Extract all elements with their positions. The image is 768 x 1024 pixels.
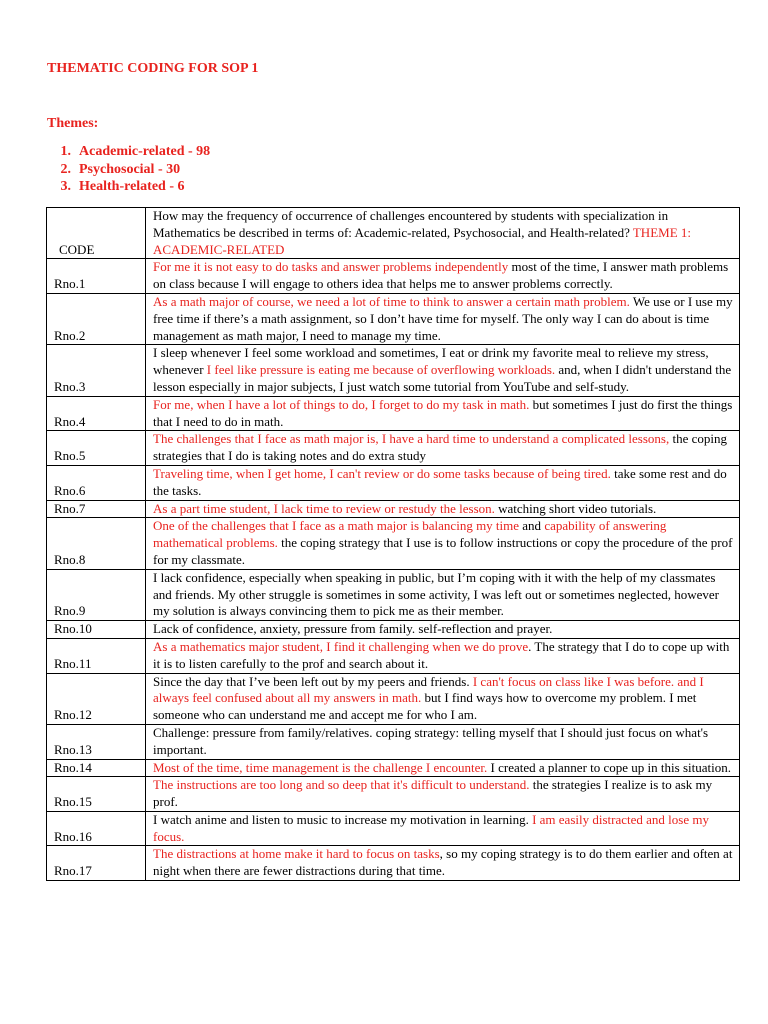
response-segment: the strategies I realize is to ask my prof. [153,777,713,810]
respondent-code: Rno.8 [47,518,146,569]
theme-item [47,161,210,179]
response-segment: . The strategy that I do to cope up with it is to listen carefully to the prof and search about it. [153,638,730,671]
response-text [146,673,740,724]
challenge-highlight: As a part time student, I lack time to review or restudy the lesson. [153,500,495,516]
response-segment: I created a planner to cope up in this situation. [487,759,731,775]
theme-item [47,178,210,196]
table-row [47,518,740,569]
document-title: THEMATIC CODING FOR SOP 1 [47,61,259,76]
table-row [47,569,740,620]
theme-number: 2. [60,161,71,177]
table-row [47,431,740,466]
challenge-highlight: I can't focus on class like I was before. and I always feel confused about all my answers in math. [153,673,704,706]
table-row [47,465,740,500]
table-row [47,638,740,673]
challenge-highlight: One of the challenges that I face as a math major is balancing my time [153,518,520,534]
theme-number: 1. [60,144,71,159]
response-text [146,259,740,294]
response-text [146,345,740,396]
respondent-code: Rno.6 [47,465,146,500]
respondent-code: Rno.12 [47,673,146,724]
respondent-code: Rno.9 [47,569,146,620]
challenge-highlight: As a mathematics major student, I find it challenging when we do prove [153,638,529,654]
response-segment: We use or I use my free time if there’s a math assignment, so I don’t have time for myself. The only way I can do about is time management as math major, I need to manage my time. [153,293,733,343]
respondent-code: Rno.1 [47,259,146,294]
table-row [47,500,740,518]
table-row [47,777,740,812]
response-text [146,811,740,846]
respondent-code: Rno.7 [47,500,146,518]
challenge-highlight: For me it is not easy to do tasks and answer problems independently [153,259,509,275]
table-row [47,259,740,294]
response-text [146,465,740,500]
response-text [146,500,740,518]
response-text [146,638,740,673]
response-segment: but I find ways how to overcome my problem. I met someone who can understand me and accept me for who I am. [153,690,697,723]
challenge-highlight: capability of answering mathematical problems. [153,518,667,551]
theme-heading: THEME 1: ACADEMIC-RELATED [153,224,691,257]
response-segment: Challenge: pressure from family/relatives. coping strategy: telling myself that I should just focus on what's important. [153,724,709,757]
question-header [146,208,740,259]
response-segment: and, when I didn't understand the lesson especially in major subjects, I just watch some tutorial from YouTube and self-study. [153,362,732,394]
response-segment: and [519,518,545,534]
respondent-code: Rno.3 [47,345,146,396]
response-segment: take some rest and do the tasks. [153,465,727,498]
respondent-code: Rno.14 [47,759,146,777]
response-segment: watching short video tutorials. [494,500,657,516]
response-text [146,777,740,812]
challenge-highlight: The instructions are too long and so deep that it's difficult to understand. [153,777,530,793]
response-segment: , so my coping strategy is to do them earlier and often at night when there are fewer distractions during that time. [153,846,733,879]
challenge-highlight: Most of the time, time management is the challenge I encounter. [153,759,488,775]
challenge-highlight: I am easily distracted and lose my focus. [153,811,709,844]
table-row [47,811,740,846]
theme-label: Academic-related - 98 [79,144,211,159]
response-segment: the coping strategies that I do is taking notes and do extra study [153,431,727,464]
challenge-highlight: The challenges that I face as math major is, I have a hard time to understand a complicated lessons, [153,431,670,447]
respondent-code: Rno.5 [47,431,146,466]
response-text [146,518,740,569]
themes-label: Themes: [47,116,99,131]
respondent-code: Rno.4 [47,396,146,431]
response-text [146,621,740,639]
table-row [47,724,740,759]
code-header: CODE [47,208,146,259]
theme-label: Health-related - 6 [79,179,185,194]
table-row [47,846,740,881]
challenge-highlight: The distractions at home make it hard to focus on tasks [153,846,440,862]
theme-number: 3. [60,179,71,194]
table-row [47,293,740,344]
response-text [146,846,740,881]
theme-label: Psychosocial - 30 [79,161,181,177]
response-text [146,569,740,620]
response-segment: the coping strategy that I use is to follow instructions or copy the procedure of the prof for my classmate. [153,535,733,567]
table-header-row [47,208,740,259]
challenge-highlight: For me, when I have a lot of things to do, I forget to do my task in math. [153,396,530,412]
response-text [146,724,740,759]
response-text [146,396,740,431]
respondent-code: Rno.17 [47,846,146,881]
respondent-code: Rno.15 [47,777,146,812]
respondent-code: Rno.13 [47,724,146,759]
table-row [47,673,740,724]
response-text [146,759,740,777]
response-segment: I sleep whenever I feel some workload and sometimes, I eat or drink my favorite meal to relieve my stress, whenever [153,345,709,378]
response-segment: most of the time, I answer math problems on class because I will engage to others idea that helps me to answer problems correctly. [153,259,729,292]
respondent-code: Rno.11 [47,638,146,673]
challenge-highlight: As a math major of course, we need a lot of time to think to answer a certain math problem. [153,293,630,309]
challenge-highlight: I feel like pressure is eating me because of overflowing workloads. [206,362,556,378]
response-text [146,431,740,466]
respondent-code: Rno.2 [47,293,146,344]
response-segment: I watch anime and listen to music to increase my motivation in learning. [153,811,533,827]
response-segment: Since the day that I’ve been left out by my peers and friends. [153,673,473,689]
coding-table [46,207,740,881]
response-segment: Lack of confidence, anxiety, pressure from family. self-reflection and prayer. [153,621,553,637]
response-text [146,293,740,344]
table-row [47,345,740,396]
table-row [47,759,740,777]
table-row [47,396,740,431]
question-text: How may the frequency of occurrence of challenges encountered by students with specialization in Mathematics be described in terms of: Academic-related, Psychosocial, and Health-related? [153,208,669,240]
table-row [47,621,740,639]
response-segment: but sometimes I just do first the things that I need to do in math. [153,396,733,429]
themes-list [47,143,210,196]
response-segment: I lack confidence, especially when speaking in public, but I’m coping with it with the help of my classmates and friends. My other struggle is sometimes in some activity, I was left out or sometimes neglected, however my solution is always convincing them to pick me as their member. [153,569,719,619]
challenge-highlight: Traveling time, when I get home, I can't review or do some tasks because of being tired. [153,465,611,481]
respondent-code: Rno.10 [47,621,146,639]
theme-item [47,143,210,161]
respondent-code: Rno.16 [47,811,146,846]
